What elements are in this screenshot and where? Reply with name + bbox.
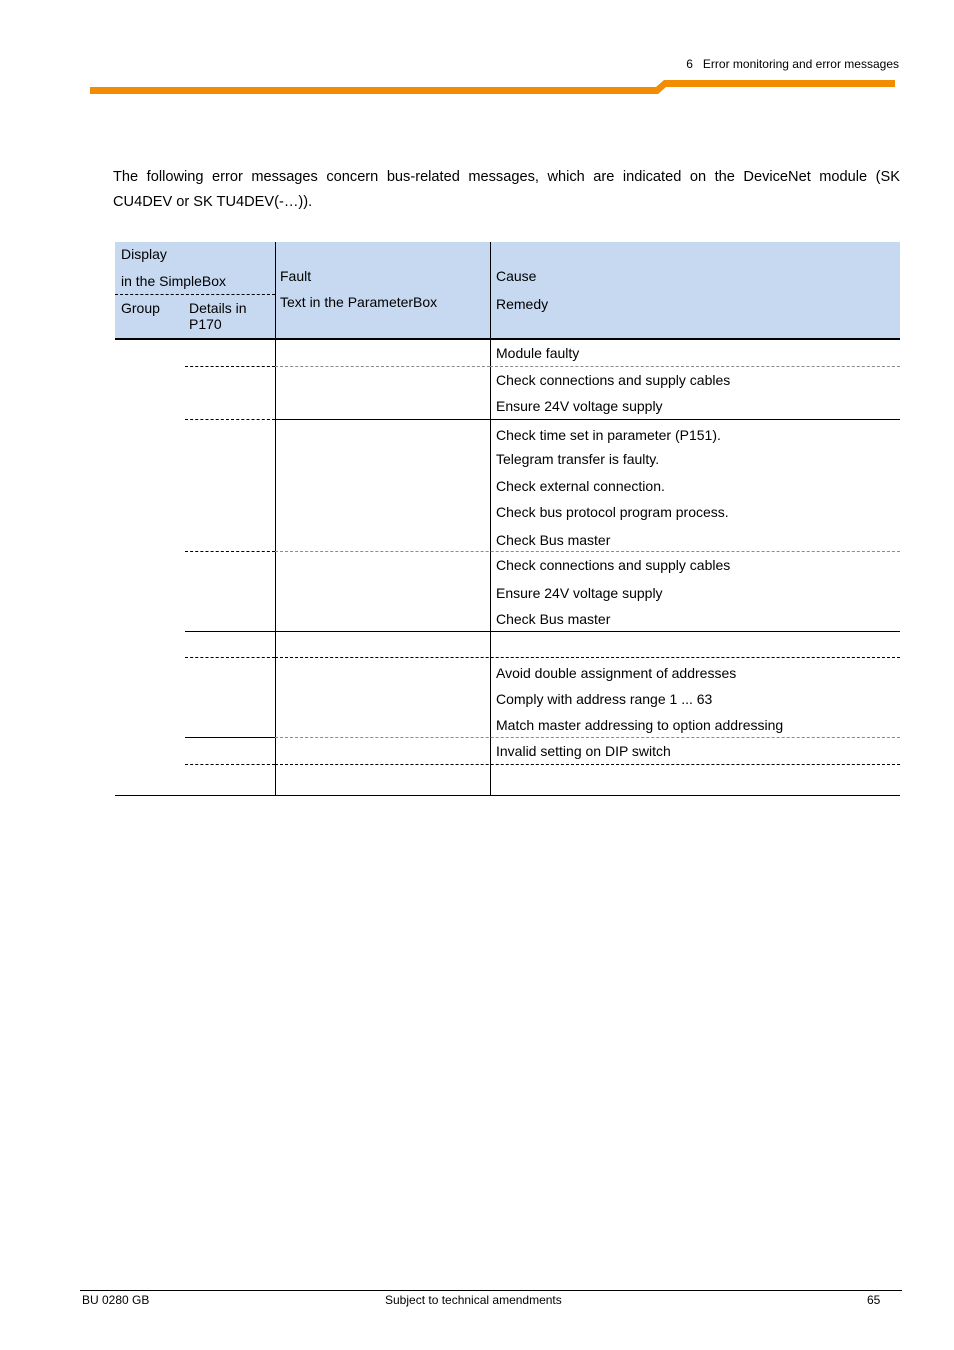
remedy-text: Match master addressing to option addressing <box>496 717 784 733</box>
row-line <box>275 419 900 420</box>
footer-notice: Subject to technical amendments <box>385 1293 562 1307</box>
row-line <box>185 764 275 765</box>
remedy-text: Check connections and supply cables <box>496 372 731 388</box>
header-display: Display <box>121 246 167 262</box>
remedy-text: Check connections and supply cables <box>496 557 731 573</box>
header-details-line2: P170 <box>189 316 222 332</box>
row-line <box>185 631 900 632</box>
footer-page-number: 65 <box>867 1293 881 1307</box>
remedy-text: Ensure 24V voltage supply <box>496 398 663 414</box>
remedy-text: Check Bus master <box>496 611 611 627</box>
table-header-background <box>115 242 900 339</box>
footer-doc-id: BU 0280 GB <box>82 1293 150 1307</box>
footer-rule <box>80 1290 902 1291</box>
row-line <box>275 764 900 765</box>
remedy-text: Check bus protocol program process. <box>496 504 729 520</box>
section-number: 6 <box>686 57 693 71</box>
header-remedy: Remedy <box>496 296 549 312</box>
row-line <box>490 366 900 367</box>
remedy-text: Module faulty <box>496 345 580 361</box>
header-details-line1: Details in <box>189 300 247 316</box>
row-line <box>185 737 275 738</box>
row-line <box>275 737 900 738</box>
remedy-text: Comply with address range 1 ... 63 <box>496 691 713 707</box>
remedy-text: Check time set in parameter (P151). <box>496 427 721 443</box>
header-group: Group <box>121 300 160 316</box>
section-title: Error monitoring and error messages <box>702 57 899 71</box>
header-divider <box>115 294 275 295</box>
header-text-parameterbox: Text in the ParameterBox <box>280 294 438 310</box>
column-divider-2 <box>490 242 491 796</box>
row-line <box>185 657 275 658</box>
remedy-text: Ensure 24V voltage supply <box>496 585 663 601</box>
remedy-text: Telegram transfer is faulty. <box>496 451 660 467</box>
remedy-text: Check external connection. <box>496 478 665 494</box>
header-bottom-rule <box>115 338 900 340</box>
row-line <box>185 419 275 420</box>
column-divider-1 <box>275 242 276 796</box>
row-line <box>185 551 275 552</box>
row-line <box>185 366 275 367</box>
remedy-text: Check Bus master <box>496 532 611 548</box>
header-in-simplebox: in the SimpleBox <box>121 273 227 289</box>
row-line <box>275 551 900 552</box>
header-cause: Cause <box>496 268 537 284</box>
table-bottom-rule <box>115 795 900 796</box>
remedy-text: Avoid double assignment of addresses <box>496 665 737 681</box>
row-line <box>275 657 900 658</box>
header-accent-bar <box>0 0 954 100</box>
header-fault: Fault <box>280 268 312 284</box>
remedy-text: Invalid setting on DIP switch <box>496 743 671 759</box>
intro-paragraph: The following error messages concern bus-related messages, which are indicated on the DeviceNet module (SK CU4DEV or SK TU4DEV(-…)). <box>113 169 900 210</box>
row-line <box>275 366 490 367</box>
